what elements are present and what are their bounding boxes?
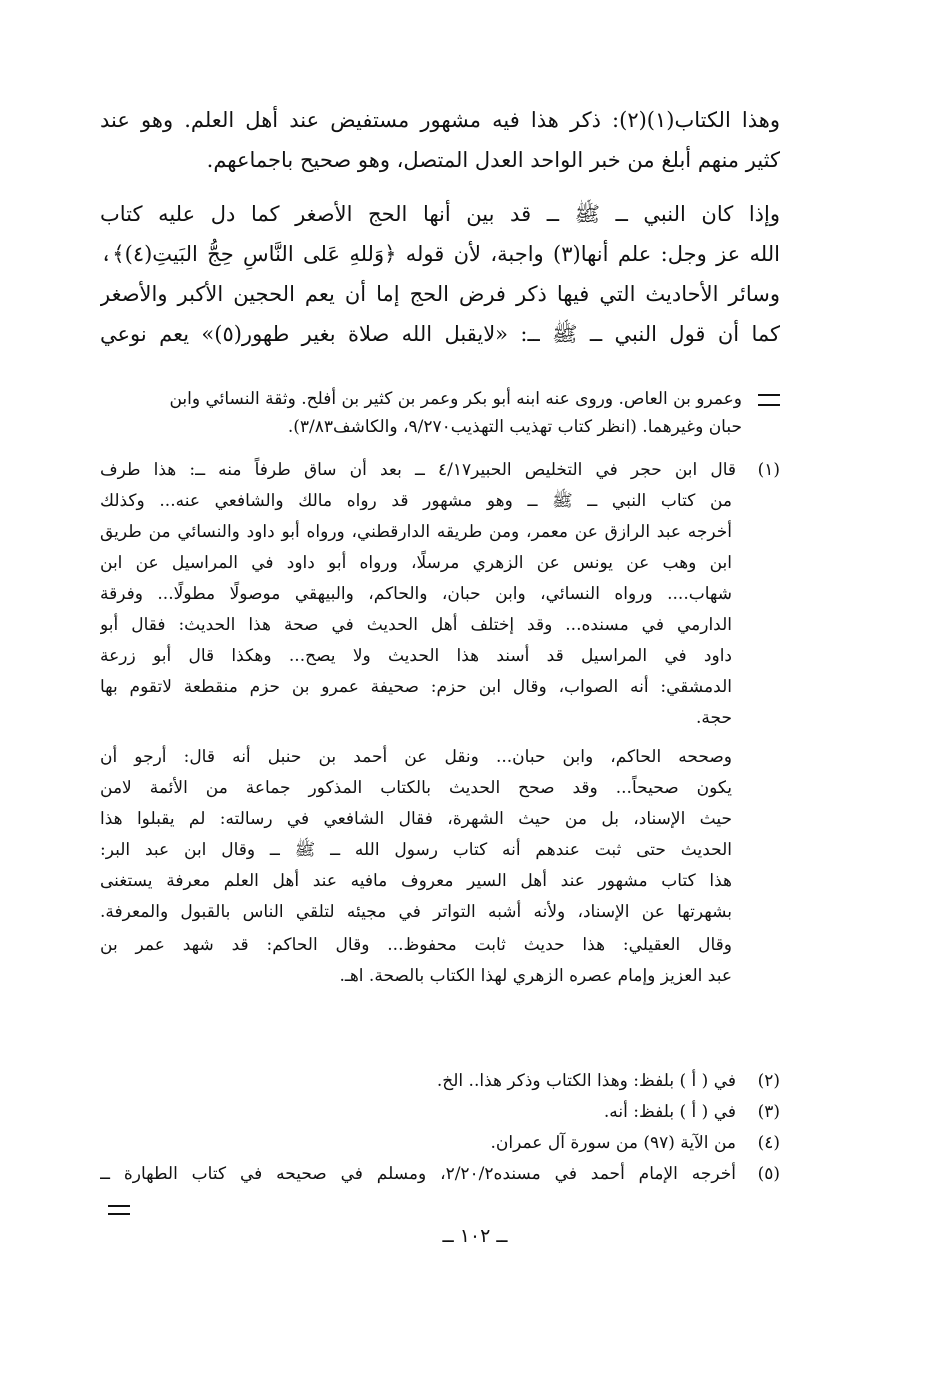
main-text — [100, 100, 780, 354]
continuation-mark — [108, 1205, 130, 1215]
main-line: وإذا كان النبي ــ ﷺ ــ قد بين أنها الحج الأصغر كما دل عليه كتاب — [100, 202, 780, 226]
footnote-line: وقال العقيلي: هذا حديث ثابت محفوظ... وقال الحاكم: قد شهد عمر بن — [100, 935, 732, 955]
footnote-line: الدارمي في مسنده... وقد إختلف أهل الحديث في صحة هذا الحديث: فقال أبو — [100, 615, 732, 635]
footnote-text: في ( أ ) بلفظ: وهذا الكتاب وذكر هذا.. الخ. — [436, 1071, 736, 1091]
footnote-line: بشهرتها عن الإسناد، ولأنه أشبه التواتر في مجيئه لتلقي الناس بالقبول والمعرفة. — [100, 902, 732, 922]
footnote-line: ابن وهب عن يونس عن الزهري مرسلًا، ورواه أبو داود في المراسيل عن ابن — [100, 553, 732, 573]
footnote-line: داود في المراسيل قد أسند هذا الحديث ولا يصح... وهكذا قال أبو زرعة — [100, 646, 732, 666]
footnote-line: يكون صحيحاً... وقد صحح الحديث بالكتاب المذكور جماعة من الأئمة لامن — [100, 778, 732, 798]
footnote-line: من كتاب النبي ــ ﷺ ــ وهو مشهور قد رواه مالك والشافعي عنه... وكذلك — [100, 491, 732, 511]
carryover-line: حبان وغيرهما. (انظر كتاب تهذيب التهذيب٩/٢٧٠، والكاشف٣/٨٣). — [287, 417, 742, 437]
footnote-line: حجة. — [695, 708, 732, 728]
footnote-line: الدمشقي: أنه الصواب، وقال ابن حزم: صحيفة عمرو بن حزم منقطعة لاتقوم بها — [100, 677, 732, 697]
carryover-line: وعمرو بن العاص. وروى عنه ابنه أبو بكر وعمر بن كثير بن أفلح. وثقة النسائي وابن — [169, 389, 742, 409]
footnote-text: من الآية (٩٧) من سورة آل عمران. — [490, 1133, 736, 1153]
footnote-line: عبد العزيز وإمام عصره الزهري لهذا الكتاب بالصحة. اهـ. — [339, 966, 732, 986]
footnote-line: قال ابن حجر في التخليص الحبير٤/١٧ ــ بعد أن ساق طرفاً منه ــ: هذا طرف — [100, 460, 736, 480]
footnote-line: وصححه الحاكم، وابن حبان... ونقل عن أحمد بن حنبل أنه قال: أرجو أن — [100, 747, 732, 767]
page-number: ــ ١٠٢ ــ — [442, 1225, 508, 1247]
main-line: وسائر الأحاديث التي فيها ذكر فرض الحج إما أن يعم الحجين الأكبر والأصغر — [100, 282, 780, 306]
footnote-number: (٤) — [757, 1133, 780, 1153]
short-footnotes — [100, 1066, 780, 1190]
footnote-line: حيث الإسناد، بل من حيث الشهرة، فقال الشافعي في رسالته: لم يقبلوا هذا — [100, 809, 732, 829]
footnote-number: (٣) — [757, 1102, 780, 1122]
continuation-mark — [758, 394, 780, 406]
footnote-line: هذا كتاب مشهور عند أهل السير معروف مافيه عند أهل العلم معرفة يستغنى — [100, 871, 732, 891]
footnote-line: الحديث حتى ثبت عندهم أنه كتاب رسول الله ــ ﷺ ــ وقال ابن عبد البر: — [100, 840, 732, 860]
footnote-number: (٥) — [757, 1164, 780, 1184]
main-line: كثير منهم أبلغ من خبر الواحد العدل المتصل، وهو صحيح باجماعهم. — [206, 148, 780, 172]
footnote-number: (٢) — [757, 1071, 780, 1091]
carryover-footnote — [100, 385, 780, 441]
footnote-line: أخرجه عبد الرازق عن معمر، ومن طريقه الدارقطني، ورواه أبو داود والنسائي من طريق — [100, 522, 732, 542]
footnote-line: شهاب.... ورواه النسائي، وابن حبان، والحاكم، والبيهقي موصولًا مطولًا... وفرقة — [100, 584, 732, 604]
main-line: كما أن قول النبي ــ ﷺ ــ: «لايقبل الله صلاة بغير طهور(٥)» يعم نوعي — [100, 322, 780, 346]
main-line: وهذا الكتاب(١)(٢): ذكر هذا فيه مشهور مستفيض عند أهل العلم. وهو عند — [100, 108, 780, 132]
main-line: الله عز وجل: علم أنها(٣) واجبة، لأن قوله ﴿وَللهِ عَلى النَّاسِ حِجُّ البَيتِ(٤)﴾، — [100, 242, 780, 266]
footnote-1 — [100, 455, 780, 992]
footnote-text: في ( أ ) بلفظ: أنه. — [603, 1102, 736, 1122]
footnote-number: (١) — [757, 460, 780, 480]
footnote-text: أخرجه الإمام أحمد في مسنده٢/٢٠/٢، ومسلم في صحيحه في كتاب الطهارة ــ — [100, 1164, 736, 1184]
